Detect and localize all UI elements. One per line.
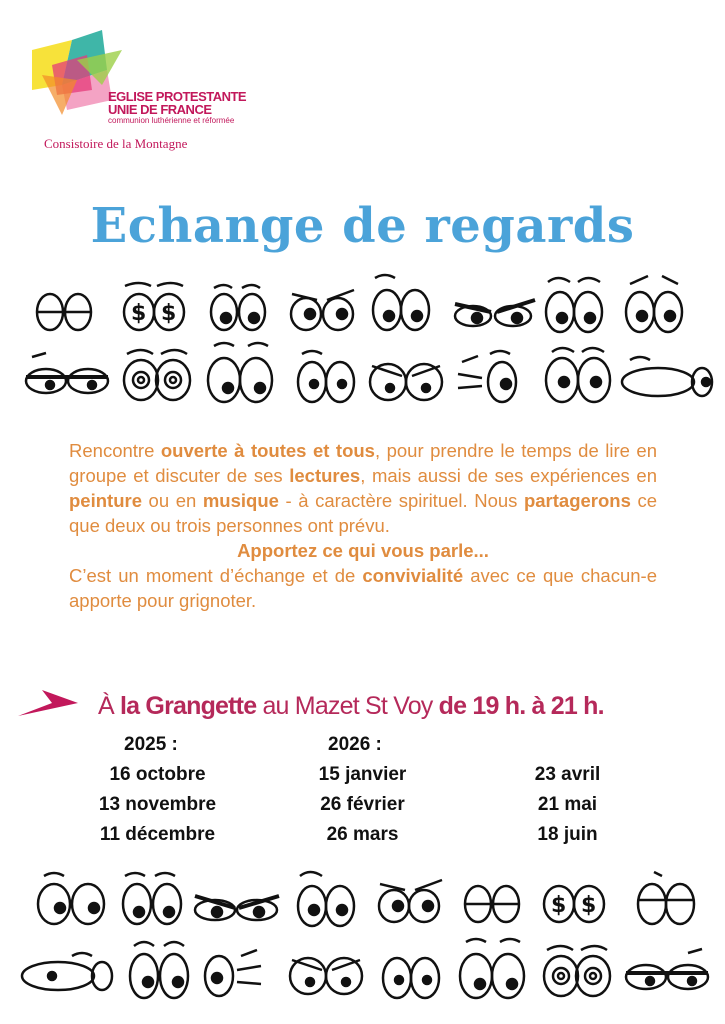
intro-p3 <box>69 565 657 611</box>
year-2026: 2026 : <box>328 734 382 755</box>
logo-line-1: EGLISE PROTESTANTE <box>108 89 247 104</box>
date-item: 26 février <box>320 794 405 815</box>
intro-bold-run: convivialité <box>362 565 464 586</box>
page-title: Echange de regards <box>90 198 635 254</box>
intro-bold-run: musique <box>202 490 279 511</box>
intro-text <box>69 438 657 613</box>
dates-column-2025 <box>90 730 225 850</box>
intro-text-run: , pour prendre le temps de lire en groupe et discuter de ses <box>69 440 657 486</box>
intro-bold-run: ouverte à toutes et tous <box>160 440 375 461</box>
intro-bold-run: partagerons <box>523 490 631 511</box>
date-item: 23 avril <box>534 764 601 785</box>
cartoon-eyes-top-icon <box>0 262 725 412</box>
intro-p1 <box>69 440 657 536</box>
date-item: 16 octobre <box>109 764 206 785</box>
dates-column-2026 <box>300 730 425 850</box>
date-item: 15 janvier <box>318 764 407 785</box>
intro-bold-run: lectures <box>289 465 361 486</box>
venue-time: de 19 h. à 21 h. <box>438 692 604 720</box>
logo-line-3: communion luthérienne et réformée <box>108 116 235 125</box>
venue-text <box>98 692 604 721</box>
intro-text-run: Rencontre <box>69 440 161 461</box>
intro-text-run: C’est un moment d’échange et de <box>69 565 363 586</box>
venue-line <box>18 690 718 730</box>
date-item: 21 mai <box>537 794 598 815</box>
date-item: 18 juin <box>537 824 598 845</box>
svg-text:$: $ <box>161 301 177 326</box>
cartoon-eyes-bottom-icon <box>0 858 725 1018</box>
intro-text-run: ou en <box>141 490 203 511</box>
year-spacer <box>515 730 620 760</box>
venue-text-run: À <box>98 692 121 720</box>
date-item: 26 mars <box>326 824 399 845</box>
dates-column-2026b <box>515 730 620 850</box>
date-item: 13 novembre <box>98 794 217 815</box>
venue-text-run: au Mazet St Voy <box>256 692 439 720</box>
svg-text:$: $ <box>551 893 567 918</box>
logo-line-2: UNIE DE FRANCE <box>108 102 212 117</box>
intro-text-run: - à caractère spirituel. Nous <box>278 490 524 511</box>
intro-call-to-action: Apportez ce qui vous parle... <box>237 540 489 561</box>
svg-text:$: $ <box>581 893 597 918</box>
date-item: 11 décembre <box>99 824 216 845</box>
intro-text-run: avec ce que chacun-e apporte pour grignoter. <box>69 565 657 611</box>
consistoire-label: Consistoire de la Montagne <box>44 136 188 151</box>
intro-text-run: ce que deux ou trois personnes ont prévu. <box>69 490 657 536</box>
logo-wordmark <box>108 90 246 125</box>
venue-place: la Grangette <box>120 692 257 720</box>
intro-text-run: , mais aussi de ses expériences en <box>360 465 657 486</box>
svg-text:$: $ <box>131 301 147 326</box>
arrow-icon <box>18 690 78 720</box>
year-2025: 2025 : <box>124 734 178 755</box>
intro-bold-run: peinture <box>69 490 142 511</box>
